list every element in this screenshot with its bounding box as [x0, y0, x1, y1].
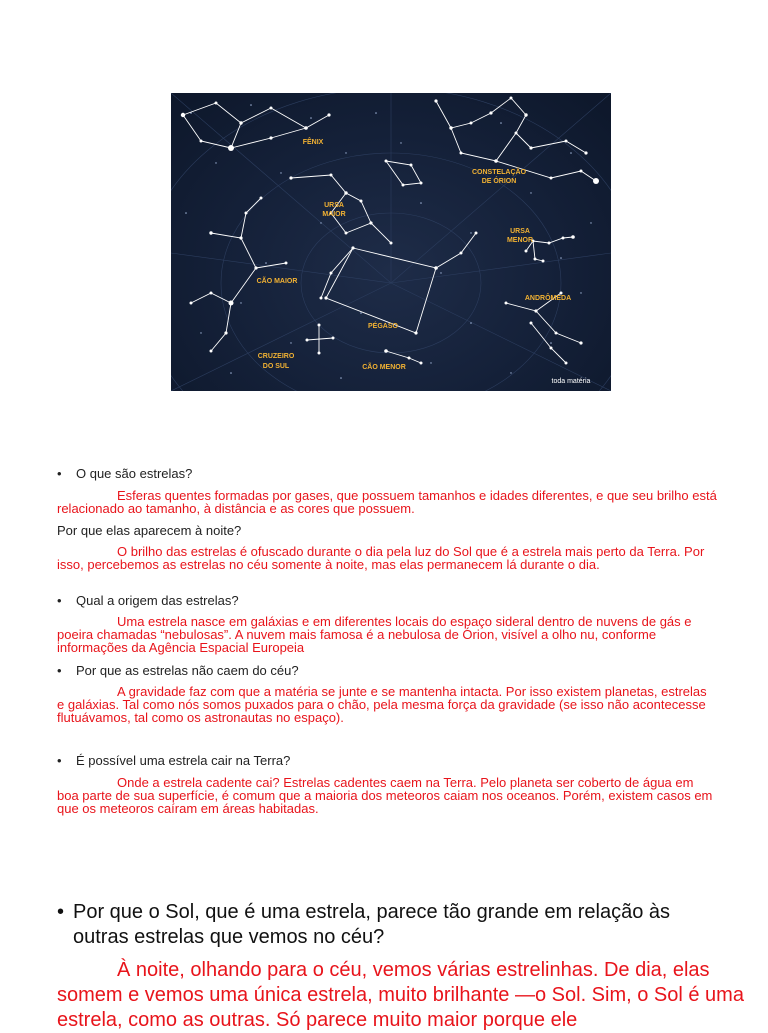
question-text: Por que elas aparecem à noite?: [57, 523, 242, 538]
question-4: [57, 663, 299, 678]
answer-text: O brilho das estrelas é ofuscado durante o dia pela luz do Sol que é a estrela mais perto da Terra. Por isso, percebemos as estrelas no céu somente à noite, mas elas permanecem lá durante o dia.: [57, 544, 705, 572]
answer-1: [57, 489, 717, 515]
constellation-map-image: [171, 93, 611, 391]
answer-text: A gravidade faz com que a matéria se junte e se mantenha intacta. Por isso existem planetas, estrelas e galáxias. Tal como nós somos puxados para o chão, pela mesma força da gravidade (se isso não acontecesse flutuávamos, tal como os astronautas no espaço).: [57, 684, 707, 725]
bullet: •: [57, 663, 62, 678]
label-cruzeiro-line1: CRUZEIRO: [257, 353, 295, 360]
bullet: •: [57, 901, 65, 923]
label-cao-maior: CÃO MAIOR: [256, 278, 298, 285]
question-5: [57, 753, 290, 768]
label-orion-line2: DE ÓRION: [481, 178, 517, 185]
answer-text: Onde a estrela cadente cai? Estrelas cadentes caem na Terra. Pelo planeta ser coberto de água em boa parte de sua superfície, é comum que a maioria dos meteoros caiam nos oceanos. Porém, existem casos em que os meteoros caíram em áreas habitadas.: [57, 775, 713, 816]
answer-3: [57, 615, 717, 654]
label-ursa-maior-line2: MAIOR: [322, 211, 346, 218]
label-orion-line1: CONSTELAÇÃO: [471, 169, 527, 176]
question-text: É possível uma estrela cair na Terra?: [76, 753, 291, 768]
bullet: •: [57, 753, 62, 768]
constellation-map-graphic: [171, 93, 611, 391]
question-text: Por que as estrelas não caem do céu?: [76, 663, 299, 678]
question-text: Qual a origem das estrelas?: [76, 593, 239, 608]
large-answer: [57, 958, 747, 1033]
label-cruzeiro-line2: DO SUL: [262, 363, 290, 370]
answer-5: [57, 776, 717, 815]
label-fenix: FÊNIX: [302, 139, 324, 146]
question-3: [57, 593, 239, 608]
label-andromeda: ANDRÔMEDA: [524, 295, 572, 302]
large-question: [57, 900, 737, 950]
bullet: •: [57, 593, 62, 608]
watermark-toda-materia: toda matéria: [551, 378, 591, 385]
large-question-line1: Por que o Sol, que é uma estrela, parece tão grande em relação às: [73, 901, 671, 923]
question-text: O que são estrelas?: [76, 466, 193, 481]
answer-4: [57, 685, 717, 724]
bullet: •: [57, 466, 62, 481]
label-pegaso: PÉGASO: [368, 323, 398, 330]
label-ursa-menor-line2: MENOR: [506, 237, 534, 244]
question-1: [57, 466, 192, 481]
large-answer-text: À noite, olhando para o céu, vemos várias estrelinhas. De dia, elas somem e vemos uma única estrela, muito brilhante —o Sol. Sim, o Sol é uma estrela, como as outras. Só parece muito maior porque ele: [57, 959, 744, 1031]
large-question-line2: outras estrelas que vemos no céu?: [73, 926, 385, 948]
answer-text: Uma estrela nasce em galáxias e em diferentes locais do espaço sideral dentro de nuvens de gás e poeira chamadas “nebulosas”. A nuvem mais famosa é a nebulosa de Órion, visível a olho nu, conforme informações da Agência Espacial Europeia: [57, 614, 692, 655]
answer-2: [57, 545, 717, 571]
label-ursa-maior-line1: URSA: [324, 202, 344, 209]
question-2: [57, 523, 241, 538]
constellation-labels: [257, 137, 591, 385]
label-ursa-menor-line1: URSA: [510, 228, 530, 235]
answer-text: Esferas quentes formadas por gases, que possuem tamanhos e idades diferentes, e que seu brilho está relacionado ao tamanho, à distância e as cores que possuem.: [57, 488, 717, 516]
label-cao-menor: CÃO MENOR: [362, 364, 406, 371]
